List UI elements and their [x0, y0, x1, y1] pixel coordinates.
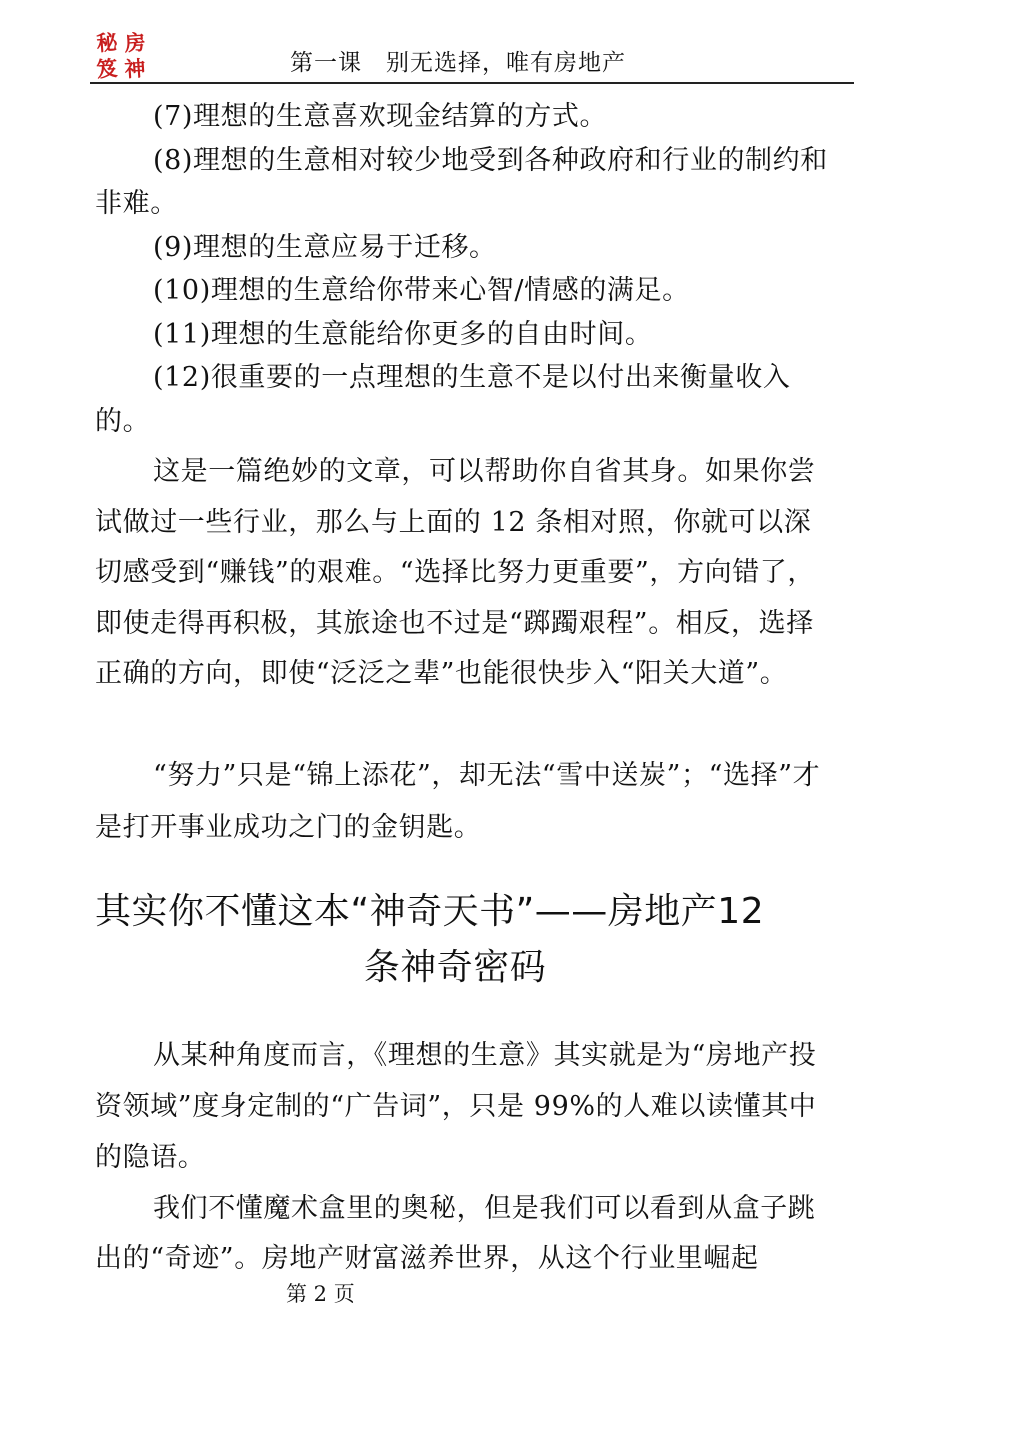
paragraph	[95, 1030, 835, 1183]
list-item: (11)理想的生意能给你更多的自由时间。	[153, 318, 653, 350]
paragraph	[95, 447, 835, 700]
list-item: (10)理想的生意给你带来心智/情感的满足。	[153, 275, 690, 306]
header-divider	[90, 82, 854, 84]
logo-char: 房	[123, 30, 147, 56]
list-item: (8)理想的生意相对较少地受到各种政府和行业的制约和非难。	[95, 144, 828, 219]
paragraph-text: 我们不懂魔术盒里的奥秘，但是我们可以看到从盒子跳出的“奇迹”。房地产财富滋养世界，从这个行业里崛起	[95, 1193, 816, 1274]
paragraph-text: 从某种角度而言，《理想的生意》其实就是为“房地产投资领域”度身定制的“广告词”，只是 99%的人难以读懂其中的隐语。	[95, 1040, 817, 1173]
list-item: (7)理想的生意喜欢现金结算的方式。	[153, 101, 608, 132]
paragraph-text: 这是一篇绝妙的文章，可以帮助你自省其身。如果你尝试做过一些行业，那么与上面的 12 条相对照，你就可以深切感受到“赚钱”的艰难。“选择比努力更重要”，方向错了，即使走得再积极，其旅途也不过是“踯躅艰程”。相反，选择正确的方向，即使“泛泛之辈”也能很快步入“阳关大道”。	[95, 456, 816, 689]
paragraph	[95, 1184, 835, 1284]
section-heading-line: 条神奇密码	[363, 947, 547, 988]
ideal-business-list	[95, 95, 835, 443]
logo	[93, 31, 151, 83]
logo-char: 秘	[95, 30, 119, 56]
header-title: 第一课 别无选择，唯有房地产	[290, 50, 626, 76]
logo-char: 神	[123, 56, 147, 82]
paragraph-text: “努力”只是“锦上添花”，却无法“雪中送炭”；“选择”才是打开事业成功之门的金钥匙。	[95, 760, 821, 843]
list-item: (9)理想的生意应易于迁移。	[153, 231, 497, 263]
section-heading	[95, 884, 825, 996]
paragraph	[95, 750, 835, 854]
logo-char: 笈	[95, 56, 119, 82]
list-item: (12)很重要的一点理想的生意不是以付出来衡量收入的。	[95, 362, 791, 437]
page-number: 第 2 页	[286, 1282, 355, 1306]
section-heading-line: 其实你不懂这本“神奇天书”——房地产12	[95, 891, 765, 932]
